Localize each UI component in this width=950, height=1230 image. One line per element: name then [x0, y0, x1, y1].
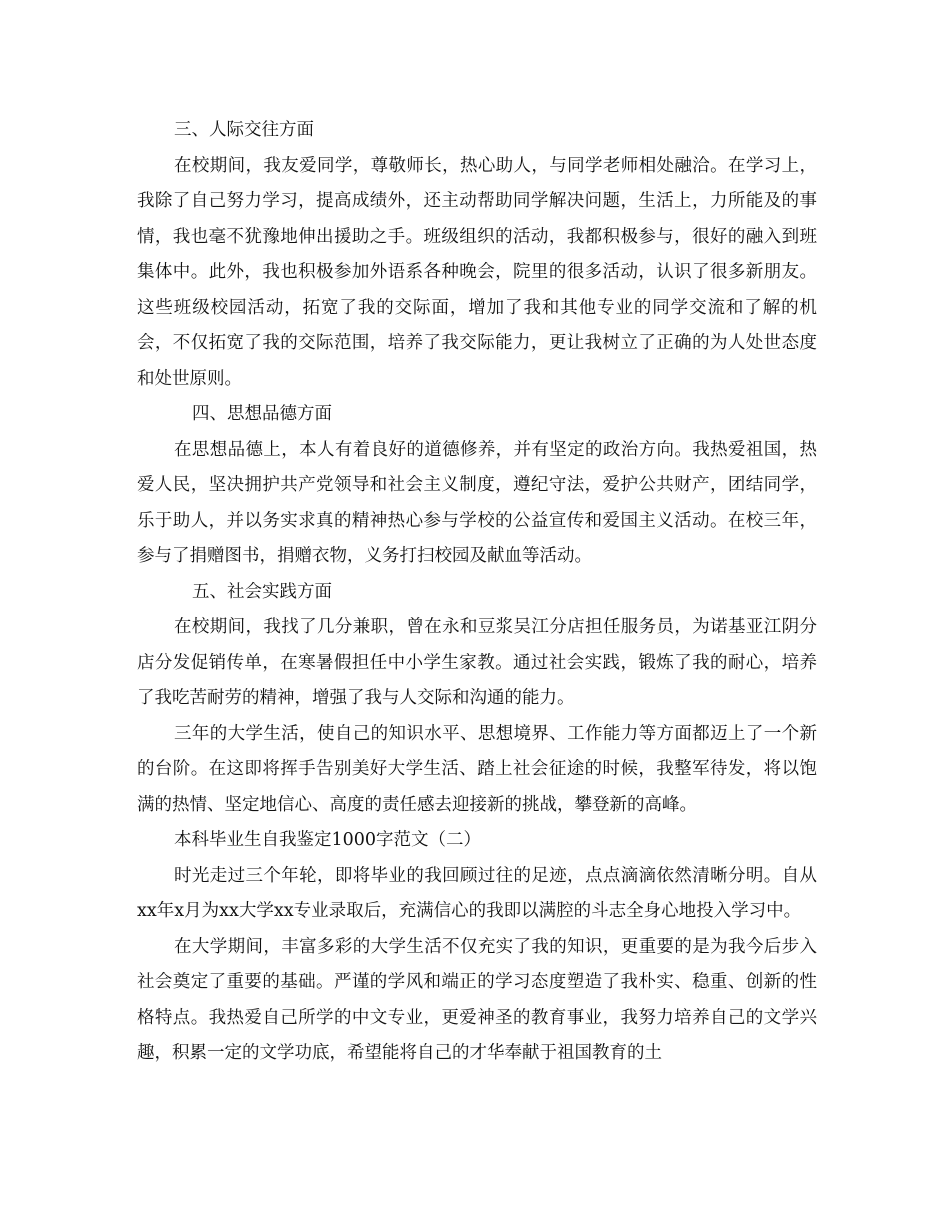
section-heading-interpersonal: 三、人际交往方面 — [174, 120, 314, 140]
essay-two-title: 本科毕业生自我鉴定1000字范文（二） — [174, 830, 482, 850]
paragraph-essay-two-intro: 时光走过三个年轮，即将毕业的我回顾过往的足迹，点点滴滴依然清晰分明。自从xx年x月为xx大学xx专业录取后，充满信心的我即以满腔的斗志全身心地投入学习中。 — [137, 865, 817, 921]
document-body — [137, 113, 817, 1072]
paragraph-social-practice: 在校期间，我找了几分兼职，曾在永和豆浆吴江分店担任服务员，为诺基亚江阴分店分发促销传单，在寒暑假担任中小学生家教。通过社会实践，锻炼了我的耐心，培养了我吃苦耐劳的精神，增强了我与人交际和沟通的能力。 — [137, 617, 817, 708]
section-heading-moral: 四、思想品德方面 — [192, 404, 332, 424]
paragraph-essay-two-university: 在大学期间，丰富多彩的大学生活不仅充实了我的知识，更重要的是为我今后步入社会奠定了重要的基础。严谨的学风和端正的学习态度塑造了我朴实、稳重、创新的性格特点。我热爱自己所学的中文专业，更爱神圣的教育事业，我努力培养自己的文学兴趣，积累一定的文学功底，希望能将自己的才华奉献于祖国教育的土 — [137, 936, 817, 1063]
paragraph-moral: 在思想品德上，本人有着良好的道德修养，并有坚定的政治方向。我热爱祖国，热爱人民，坚决拥护共产党领导和社会主义制度，遵纪守法，爱护公共财产，团结同学，乐于助人，并以务实求真的精神热心参与学校的公益宣传和爱国主义活动。在校三年，参与了捐赠图书，捐赠衣物，义务打扫校园及献血等活动。 — [137, 439, 817, 566]
paragraph-interpersonal: 在校期间，我友爱同学，尊敬师长，热心助人，与同学老师相处融洽。在学习上，我除了自己努力学习，提高成绩外，还主动帮助同学解决问题，生活上，力所能及的事情，我也毫不犹豫地伸出援助之手。班级组织的活动，我都积极参与，很好的融入到班集体中。此外，我也积极参加外语系各种晚会，院里的很多活动，认识了很多新朋友。这些班级校园活动，拓宽了我的交际面，增加了我和其他专业的同学交流和了解的机会，不仅拓宽了我的交际范围，培养了我交际能力，更让我树立了正确的为人处世态度和处世原则。 — [137, 155, 817, 389]
paragraph-conclusion: 三年的大学生活，使自己的知识水平、思想境界、工作能力等方面都迈上了一个新的台阶。在这即将挥手告别美好大学生活、踏上社会征途的时候，我整军待发，将以饱满的热情、坚定地信心、高度的责任感去迎接新的挑战，攀登新的高峰。 — [137, 723, 817, 815]
section-heading-social-practice: 五、社会实践方面 — [192, 581, 332, 602]
